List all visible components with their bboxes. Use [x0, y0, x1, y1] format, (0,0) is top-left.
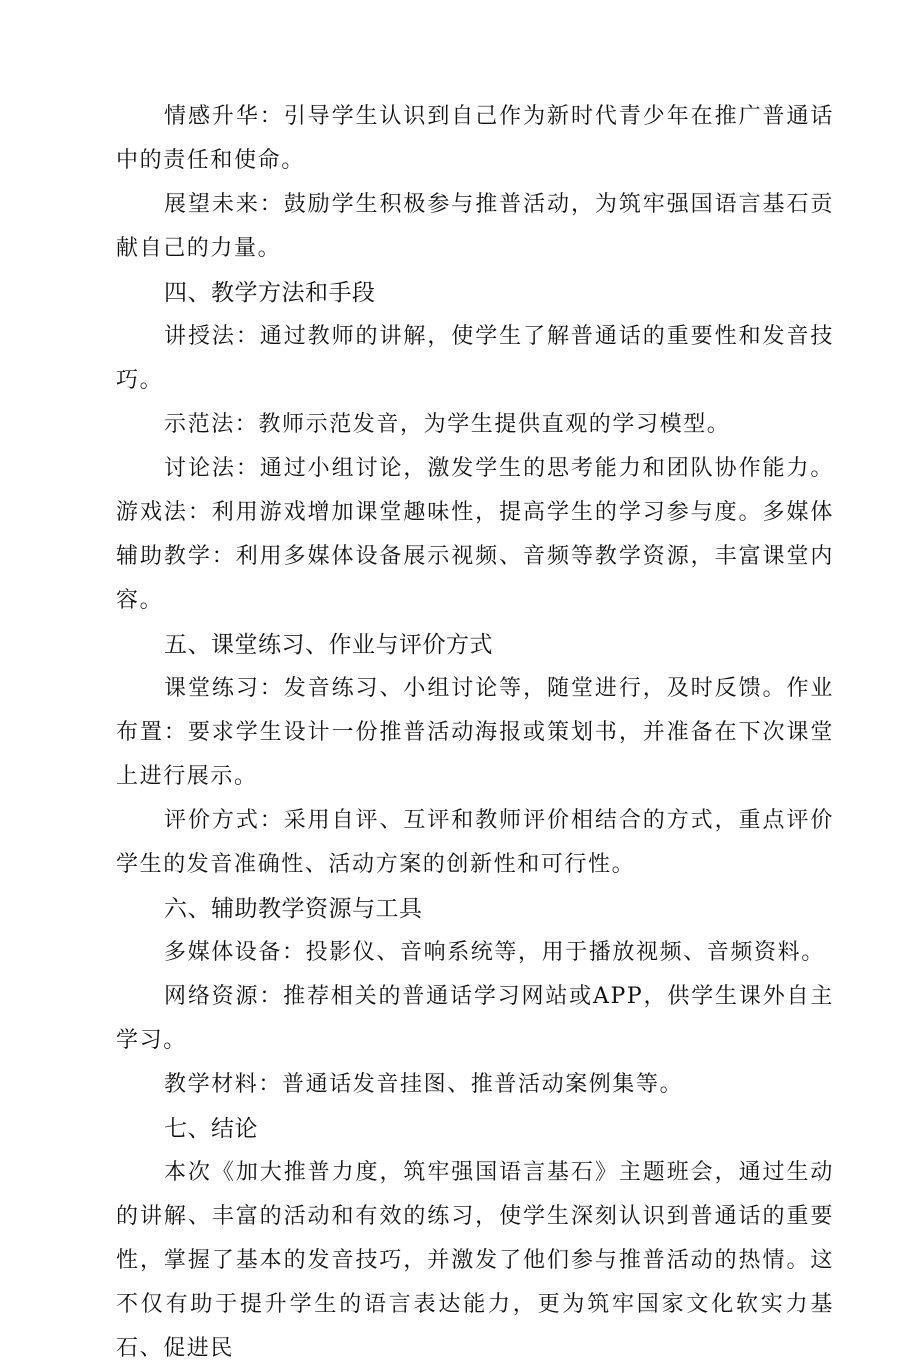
heading-practice-homework-evaluation: 五、课堂练习、作业与评价方式: [164, 632, 493, 658]
heading-teaching-resources: 六、辅助教学资源与工具: [164, 896, 423, 922]
paragraph-teaching-materials: 教学材料：普通话发音挂图、推普活动案例集等。: [164, 1072, 684, 1097]
heading-teaching-methods: 四、教学方法和手段: [164, 280, 376, 306]
document-page: [116, 95, 834, 1371]
paragraph-emotional-sublimation: 情感升华：引导学生认识到自己作为新时代青少年在推广普通话中的责任和使命。: [116, 104, 834, 173]
paragraph-demonstration-method: 示范法：教师示范发音，为学生提供直观的学习模型。: [164, 412, 731, 437]
paragraph-network-resources: 网络资源：推荐相关的普通话学习网站或APP，供学生课外自主学习。: [116, 984, 834, 1053]
paragraph-future-outlook: 展望未来：鼓励学生积极参与推普活动，为筑牢强国语言基石贡献自己的力量。: [116, 192, 834, 261]
paragraph-multimedia-equipment: 多媒体设备：投影仪、音响系统等，用于播放视频、音频资料。: [164, 940, 825, 965]
heading-conclusion: 七、结论: [164, 1116, 258, 1142]
paragraph-lecture-method: 讲授法：通过教师的讲解，使学生了解普通话的重要性和发音技巧。: [116, 324, 834, 393]
paragraph-classroom-practice: 课堂练习：发音练习、小组讨论等，随堂进行，及时反馈。作业布置：要求学生设计一份推普活动海报或策划书，并准备在下次课堂上进行展示。: [116, 676, 834, 789]
paragraph-evaluation-method: 评价方式：采用自评、互评和教师评价相结合的方式，重点评价学生的发音准确性、活动方案的创新性和可行性。: [116, 808, 834, 877]
paragraph-conclusion: 本次《加大推普力度，筑牢强国语言基石》主题班会，通过生动的讲解、丰富的活动和有效的练习，使学生深刻认识到普通话的重要性，掌握了基本的发音技巧，并激发了他们参与推普活动的热情。这不仅有助于提升学生的语言表达能力，更为筑牢国家文化软实力基石、促进民: [116, 1160, 834, 1361]
paragraph-discussion-method: 讨论法：通过小组讨论，激发学生的思考能力和团队协作能力。游戏法：利用游戏增加课堂趣味性，提高学生的学习参与度。多媒体辅助教学：利用多媒体设备展示视频、音频等教学资源，丰富课堂内容。: [116, 456, 834, 613]
